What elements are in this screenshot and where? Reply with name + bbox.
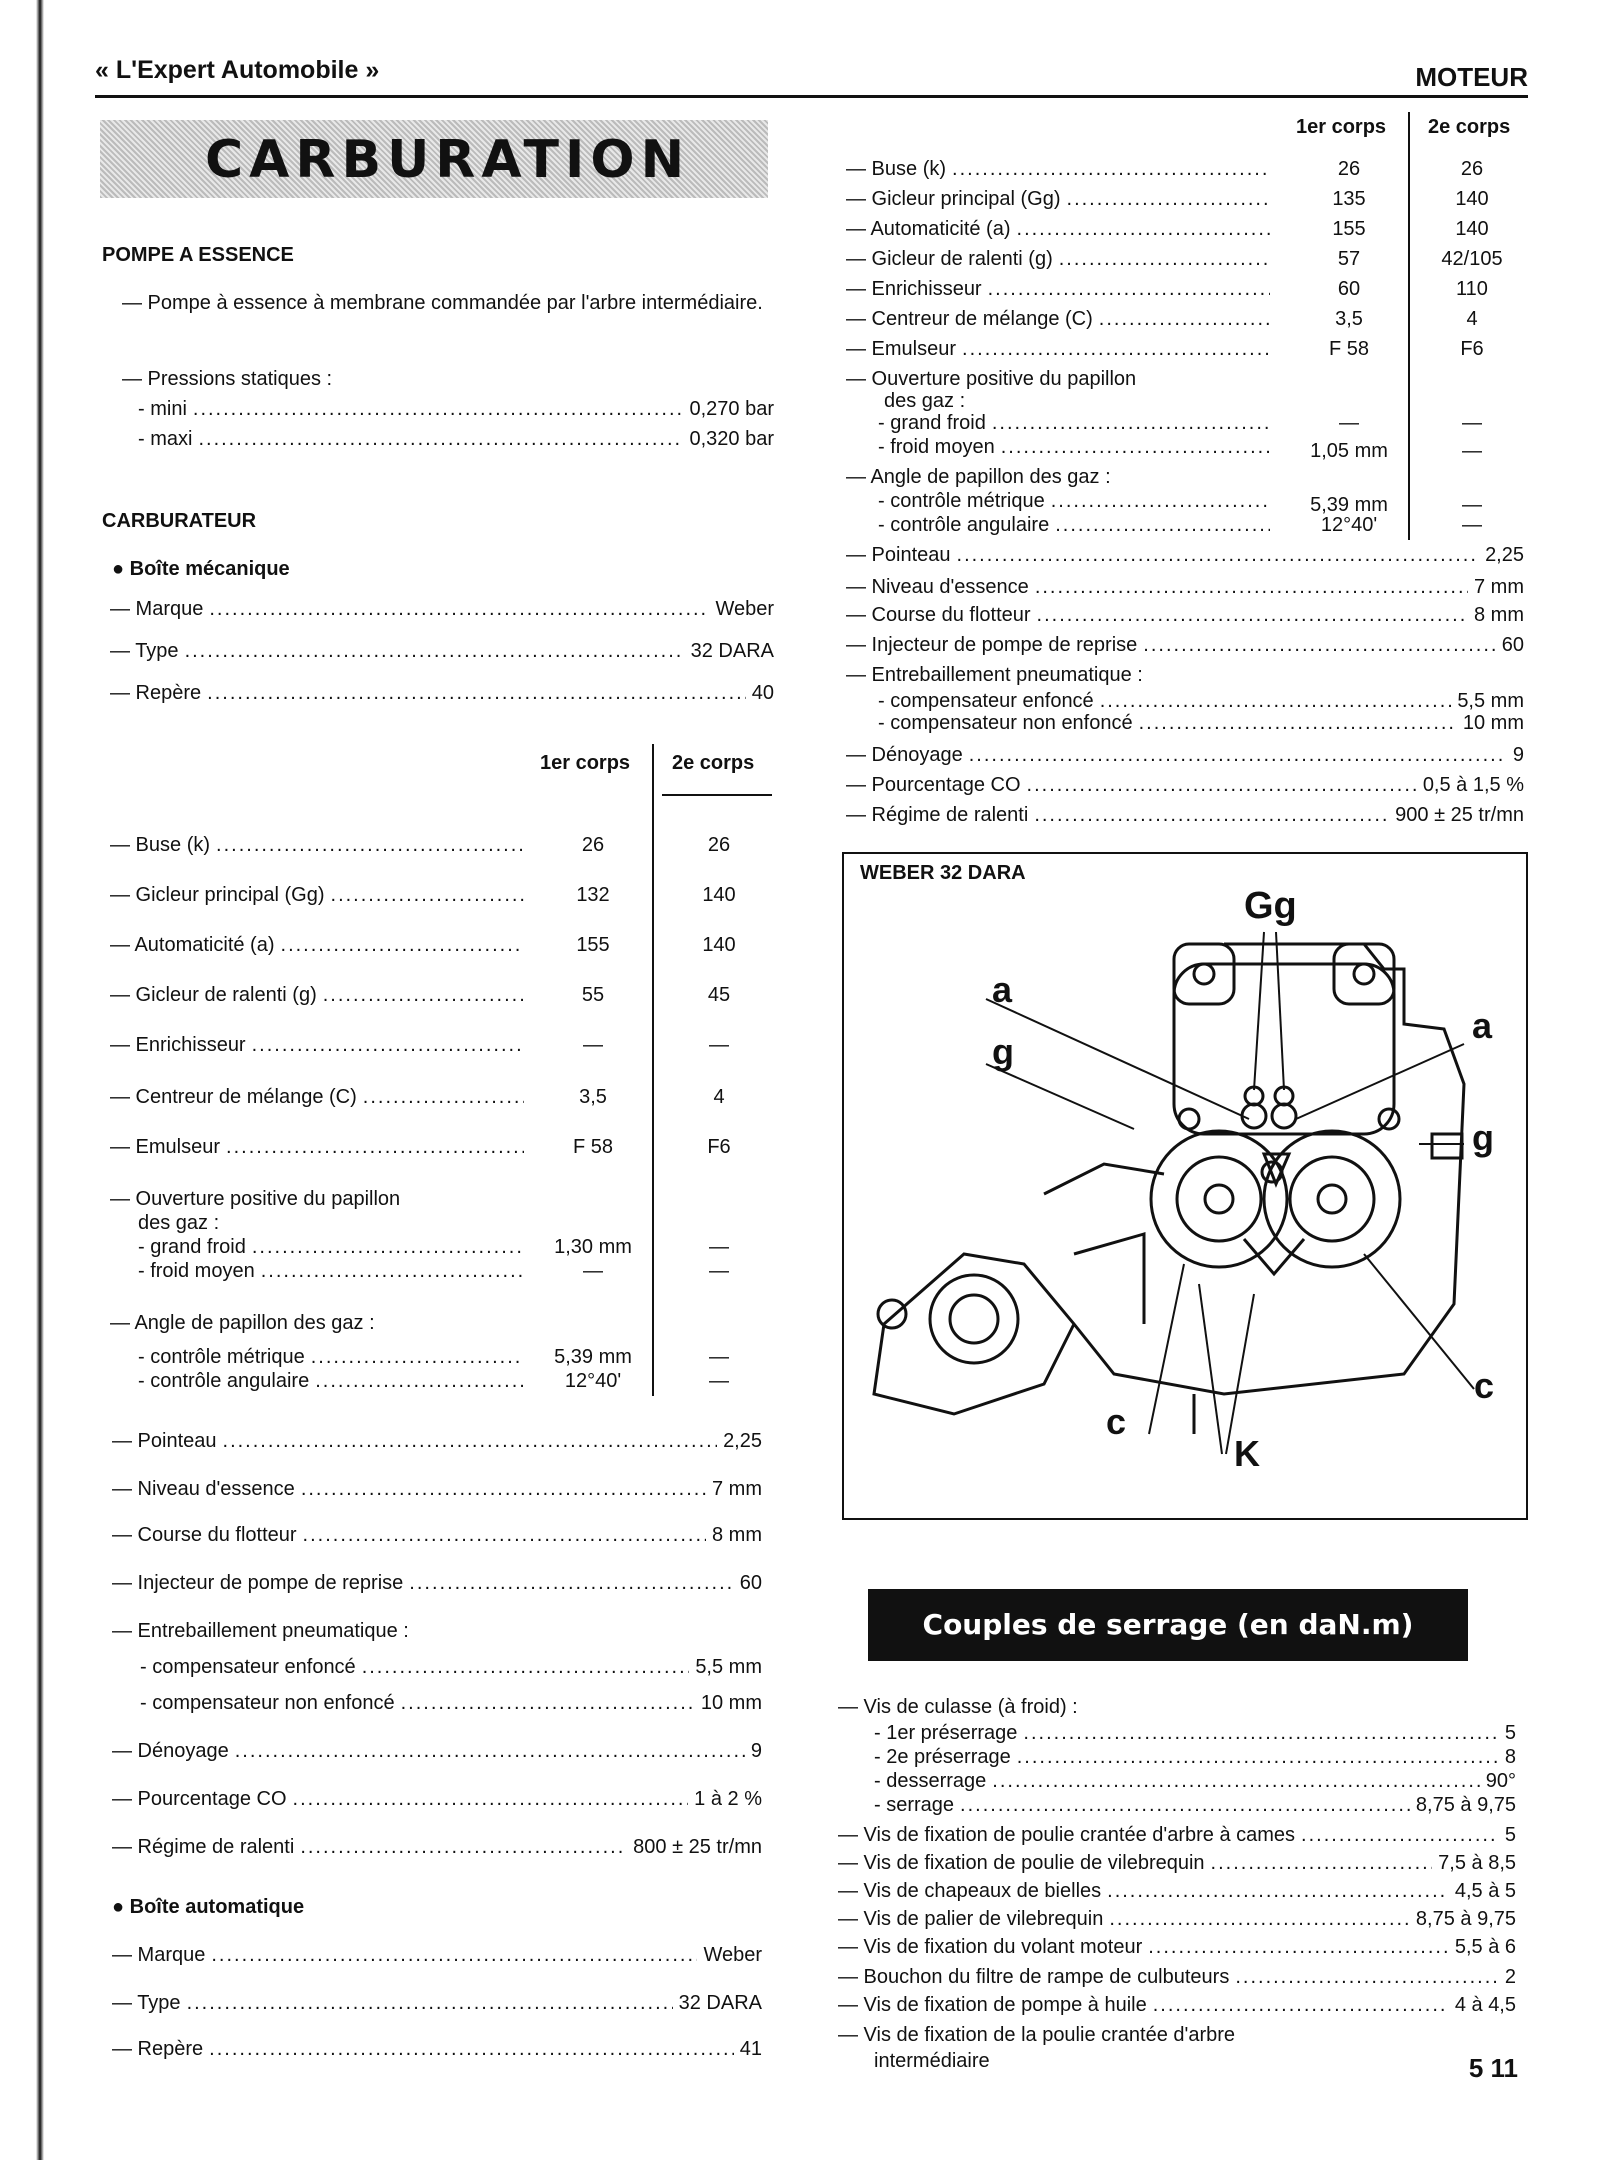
auto-row-0-label: — Marque	[112, 1944, 206, 1966]
left-row-2-v1: 155	[576, 934, 610, 956]
left-ouv-label: — Ouverture positive du papillon	[110, 1188, 401, 1210]
pompe-title: POMPE A ESSENCE	[102, 244, 294, 266]
right-row-4-v2: 110	[1456, 278, 1488, 300]
right-tail-6-value: 10 mm	[1462, 712, 1524, 734]
left-row-0-v1: 26	[581, 834, 605, 856]
right-ouv-label: — Ouverture positive du papillon	[846, 368, 1137, 390]
label-a-left: a	[992, 969, 1013, 1010]
left-angle-cm-v1: 5,39 mm	[554, 1346, 632, 1368]
couples-row-0: — Vis de culasse (à froid) :	[838, 1696, 1078, 1718]
left-angle-ca-v1: 12°40'	[564, 1370, 622, 1392]
right-tail-2-value: 8 mm	[1474, 604, 1524, 626]
right-ouv-gf	[878, 412, 1276, 435]
left-row-3	[110, 984, 530, 1007]
couples-row-11-label: — Vis de fixation de pompe à huile	[838, 1994, 1147, 2016]
couples-row-5-value: 5	[1504, 1824, 1516, 1846]
right-row-4	[846, 278, 1276, 301]
couples-row-5	[838, 1824, 1516, 1847]
right-row-2	[846, 218, 1276, 241]
left-tail-9-value: 800 ± 25 tr/mn	[633, 1836, 762, 1858]
left-ouv-gf-label: - grand froid	[138, 1236, 246, 1258]
label-g-left: g	[992, 1031, 1014, 1072]
label-K: K	[1234, 1433, 1260, 1474]
right-row-0	[846, 158, 1276, 181]
right-ouv-label2: des gaz :	[884, 390, 966, 412]
pression-maxi-row: - maxi ..... 0,320 bar	[138, 428, 774, 451]
right-tail-1-label: — Niveau d'essence	[846, 576, 1029, 598]
label-a-right: a	[1472, 1005, 1493, 1046]
left-tail-3-label: — Injecteur de pompe de reprise	[112, 1572, 404, 1594]
left-angle-ca-label: - contrôle angulaire	[138, 1370, 310, 1392]
left-col-divider	[652, 744, 654, 1396]
couples-row-2	[874, 1746, 1516, 1769]
right-tail-3-label: — Injecteur de pompe de reprise	[846, 634, 1138, 656]
left-row-4-v2: —	[709, 1034, 729, 1056]
right-tail-5-label: - compensateur enfoncé	[878, 690, 1094, 712]
right-row-2-v2: 140	[1455, 218, 1489, 240]
couples-row-7	[838, 1880, 1516, 1903]
label-Gg: Gg	[1244, 885, 1297, 927]
couples-row-11-value: 4 à 4,5	[1454, 1994, 1516, 2016]
right-angle-ca	[878, 514, 1276, 537]
right-row-6-v1: F 58	[1328, 338, 1370, 360]
right-tail-0-value: 2,25	[1485, 544, 1524, 566]
left-tail-2-label: — Course du flotteur	[112, 1524, 297, 1546]
left-angle-ca-v2: —	[709, 1370, 729, 1392]
left-tail-4: — Entrebaillement pneumatique :	[112, 1620, 409, 1642]
right-tail-8	[846, 774, 1524, 797]
left-tail-5-label: - compensateur enfoncé	[140, 1656, 356, 1678]
right-tail-0	[846, 544, 1524, 567]
section-title: MOTEUR	[1415, 62, 1528, 92]
couples-row-6-value: 7,5 à 8,5	[1438, 1852, 1516, 1874]
right-tail-7-label: — Dénoyage	[846, 744, 963, 766]
left-row-6	[110, 1136, 530, 1159]
left-col1-head: 1er corps	[540, 752, 631, 774]
right-row-1-v2: 140	[1455, 188, 1489, 210]
left-tail-5-value: 5,5 mm	[695, 1656, 762, 1678]
left-tail-6	[140, 1692, 762, 1715]
page-number: 5 11	[1468, 2053, 1518, 2083]
couples-row-4-value: 8,75 à 9,75	[1415, 1794, 1516, 1816]
couples-row-1-label: - 1er préserrage	[874, 1722, 1018, 1744]
right-col-divider	[1408, 112, 1410, 540]
couples-row-13	[874, 2050, 1516, 2073]
left-row-5-label: — Centreur de mélange (C)	[110, 1086, 357, 1108]
couples-row-11	[838, 1994, 1516, 2017]
boite-mecanique-title: ● Boîte mécanique	[112, 558, 290, 580]
right-tail-8-value: 0,5 à 1,5 %	[1422, 774, 1524, 796]
left-tail-7-value: 9	[750, 1740, 762, 1762]
right-row-5-v2: 4	[1466, 308, 1478, 330]
right-angle-cm	[878, 490, 1276, 513]
right-angle-ca-v1: 12°40'	[1320, 514, 1378, 536]
right-ouv-gf-label: - grand froid	[878, 412, 986, 434]
repere-row: — Repère ..... 40	[110, 682, 774, 705]
right-row-3-label: — Gicleur de ralenti (g)	[846, 248, 1053, 270]
left-angle-cm-v2: —	[709, 1346, 729, 1368]
right-tail-2-label: — Course du flotteur	[846, 604, 1031, 626]
left-angle-cm-label: - contrôle métrique	[138, 1346, 305, 1368]
auto-row-2-label: — Repère	[112, 2038, 204, 2060]
left-row-3-label: — Gicleur de ralenti (g)	[110, 984, 317, 1006]
left-row-2-label: — Automaticité (a)	[110, 934, 275, 956]
carburetor-figure	[842, 852, 1528, 1520]
right-row-5	[846, 308, 1276, 331]
couples-row-6-label: — Vis de fixation de poulie de vilebrequin	[838, 1852, 1205, 1874]
left-row-0	[110, 834, 530, 857]
left-tail-2-value: 8 mm	[712, 1524, 762, 1546]
couples-row-8-label: — Vis de palier de vilebrequin	[838, 1908, 1104, 1930]
right-row-0-v1: 26	[1337, 158, 1361, 180]
right-tail-2	[846, 604, 1524, 627]
auto-row-0-value: Weber	[703, 1944, 762, 1966]
right-angle-ca-v2: —	[1462, 514, 1482, 536]
couples-row-4-label: - serrage	[874, 1794, 955, 1816]
couples-row-9	[838, 1936, 1516, 1959]
right-row-3-v2: 42/105	[1441, 248, 1503, 270]
left-tail-9-label: — Régime de ralenti	[112, 1836, 295, 1858]
left-tail-7	[112, 1740, 762, 1763]
binder-edge	[0, 0, 52, 2160]
right-row-6-label: — Emulseur	[846, 338, 957, 360]
left-ouv-fm	[138, 1260, 530, 1283]
left-tail-0-value: 2,25	[723, 1430, 762, 1452]
left-tail-0	[112, 1430, 762, 1453]
right-angle-cm-v2: —	[1462, 494, 1482, 516]
couples-row-10	[838, 1966, 1516, 1989]
left-tail-8	[112, 1788, 762, 1811]
right-row-5-v1: 3,5	[1335, 308, 1363, 330]
left-ouv-label2: des gaz :	[138, 1212, 220, 1234]
auto-row-0	[112, 1944, 762, 1967]
left-ouv-gf-v2: —	[709, 1236, 729, 1258]
right-ouv-gf-v1: —	[1339, 412, 1359, 434]
right-tail-3-value: 60	[1501, 634, 1524, 656]
right-tail-6	[878, 712, 1524, 735]
couples-row-1-value: 5	[1504, 1722, 1516, 1744]
right-tail-6-label: - compensateur non enfoncé	[878, 712, 1133, 734]
right-tail-9-value: 900 ± 25 tr/mn	[1395, 804, 1524, 826]
left-row-3-v2: 45	[707, 984, 731, 1006]
left-row-1-label: — Gicleur principal (Gg)	[110, 884, 325, 906]
right-col2-head: 2e corps	[1428, 116, 1511, 138]
right-row-3-v1: 57	[1337, 248, 1361, 270]
boite-auto-title: ● Boîte automatique	[112, 1896, 305, 1918]
right-ouv-gf-v2: —	[1462, 412, 1482, 434]
label-c-left: c	[1106, 1401, 1127, 1442]
couples-row-7-value: 4,5 à 5	[1454, 1880, 1516, 1902]
couples-row-13-label: intermédiaire	[874, 2050, 990, 2072]
right-row-3	[846, 248, 1276, 271]
couples-row-12: — Vis de fixation de la poulie crantée d'arbre	[838, 2024, 1236, 2046]
couples-row-9-value: 5,5 à 6	[1454, 1936, 1516, 1958]
left-row-4	[110, 1034, 530, 1057]
couples-row-1	[874, 1722, 1516, 1745]
right-row-2-label: — Automaticité (a)	[846, 218, 1011, 240]
left-angle-ca	[138, 1370, 530, 1393]
left-row-6-label: — Emulseur	[110, 1136, 221, 1158]
carburateur-title: CARBURATEUR	[102, 510, 257, 532]
left-ouv-fm-v2: —	[709, 1260, 729, 1282]
carburetor-drawing	[844, 854, 1526, 1518]
right-tail-8-label: — Pourcentage CO	[846, 774, 1021, 796]
left-angle-cm	[138, 1346, 530, 1369]
couples-row-10-label: — Bouchon du filtre de rampe de culbuteurs	[838, 1966, 1230, 1988]
marque-row: — Marque ..... Weber	[110, 598, 774, 621]
publication-title: « L'Expert Automobile »	[95, 56, 380, 84]
couples-row-2-value: 8	[1504, 1746, 1516, 1768]
right-angle-cm-v1: 5,39 mm	[1310, 494, 1388, 516]
auto-row-1-label: — Type	[112, 1992, 181, 2014]
left-row-2	[110, 934, 530, 957]
right-row-5-label: — Centreur de mélange (C)	[846, 308, 1093, 330]
left-angle-label: — Angle de papillon des gaz :	[110, 1312, 375, 1334]
right-row-1	[846, 188, 1276, 211]
couples-row-3	[874, 1770, 1516, 1793]
left-row-0-v2: 26	[707, 834, 731, 856]
right-tail-5-value: 5,5 mm	[1457, 690, 1524, 712]
couples-row-8	[838, 1908, 1516, 1931]
left-row-2-v2: 140	[702, 934, 736, 956]
left-tail-7-label: — Dénoyage	[112, 1740, 229, 1762]
right-row-6-v2: F6	[1460, 338, 1484, 360]
pression-mini-row: - mini ..... 0,270 bar	[138, 398, 774, 421]
left-row-6-v1: F 58	[572, 1136, 614, 1158]
left-tail-2	[112, 1524, 762, 1547]
left-tail-1	[112, 1478, 762, 1501]
left-ouv-fm-v1: —	[583, 1260, 603, 1282]
type-row: — Type ..... 32 DARA	[110, 640, 774, 663]
couples-row-3-value: 90°	[1485, 1770, 1516, 1792]
couples-banner: Couples de serrage (en daN.m)	[868, 1589, 1468, 1661]
col2-underline	[662, 794, 772, 796]
left-row-4-label: — Enrichisseur	[110, 1034, 246, 1056]
right-row-4-v1: 60	[1337, 278, 1361, 300]
couples-row-6	[838, 1852, 1516, 1875]
right-ouv-fm-v2: —	[1462, 440, 1482, 462]
figure-title: WEBER 32 DARA	[860, 862, 1026, 884]
right-angle-ca-label: - contrôle angulaire	[878, 514, 1050, 536]
left-tail-1-value: 7 mm	[712, 1478, 762, 1500]
left-col2-head: 2e corps	[672, 752, 755, 774]
left-tail-9	[112, 1836, 762, 1859]
auto-row-1	[112, 1992, 762, 2015]
label-c-right: c	[1474, 1365, 1495, 1406]
right-tail-3	[846, 634, 1524, 657]
left-row-3-v1: 55	[581, 984, 605, 1006]
couples-row-9-label: — Vis de fixation du volant moteur	[838, 1936, 1143, 1958]
auto-row-2	[112, 2038, 762, 2061]
couples-row-10-value: 2	[1504, 1966, 1516, 1988]
left-tail-0-label: — Pointeau	[112, 1430, 217, 1452]
right-angle-cm-label: - contrôle métrique	[878, 490, 1045, 512]
right-row-4-label: — Enrichisseur	[846, 278, 982, 300]
auto-row-2-value: 41	[739, 2038, 762, 2060]
left-tail-8-value: 1 à 2 %	[694, 1788, 762, 1810]
right-row-2-v1: 155	[1332, 218, 1366, 240]
left-ouv-gf-v1: 1,30 mm	[554, 1236, 632, 1258]
left-ouv-fm-label: - froid moyen	[138, 1260, 255, 1282]
left-row-1-v2: 140	[702, 884, 736, 906]
pompe-desc: — Pompe à essence à membrane commandée par l'arbre intermédiaire.	[122, 292, 763, 314]
right-ouv-fm-v1: 1,05 mm	[1310, 440, 1388, 462]
right-row-0-label: — Buse (k)	[846, 158, 947, 180]
left-tail-1-label: — Niveau d'essence	[112, 1478, 295, 1500]
right-ouv-fm	[878, 436, 1276, 459]
right-tail-7	[846, 744, 1524, 767]
right-angle-label: — Angle de papillon des gaz :	[846, 466, 1111, 488]
right-tail-4: — Entrebaillement pneumatique :	[846, 664, 1143, 686]
couples-row-4	[874, 1794, 1516, 1817]
header-rule	[95, 95, 1528, 98]
left-row-0-label: — Buse (k)	[110, 834, 211, 856]
left-row-1	[110, 884, 530, 907]
right-tail-1	[846, 576, 1524, 599]
right-tail-9-label: — Régime de ralenti	[846, 804, 1029, 826]
banner-text: CARBURATION	[205, 130, 691, 190]
couples-row-3-label: - desserrage	[874, 1770, 987, 1792]
left-row-4-v1: —	[583, 1034, 603, 1056]
couples-row-5-label: — Vis de fixation de poulie crantée d'arbre à cames	[838, 1824, 1296, 1846]
left-tail-3-value: 60	[739, 1572, 762, 1594]
couples-row-8-value: 8,75 à 9,75	[1415, 1908, 1516, 1930]
left-tail-6-value: 10 mm	[700, 1692, 762, 1714]
carburation-banner	[100, 120, 768, 198]
right-row-0-v2: 26	[1460, 158, 1484, 180]
right-tail-1-value: 7 mm	[1474, 576, 1524, 598]
left-row-5-v2: 4	[713, 1086, 725, 1108]
left-row-6-v2: F6	[707, 1136, 731, 1158]
right-ouv-fm-label: - froid moyen	[878, 436, 995, 458]
left-tail-5	[140, 1656, 762, 1679]
left-tail-6-label: - compensateur non enfoncé	[140, 1692, 395, 1714]
left-row-5	[110, 1086, 530, 1109]
right-tail-0-label: — Pointeau	[846, 544, 951, 566]
right-row-1-v1: 135	[1332, 188, 1366, 210]
left-row-1-v1: 132	[576, 884, 610, 906]
left-tail-8-label: — Pourcentage CO	[112, 1788, 287, 1810]
auto-row-1-value: 32 DARA	[678, 1992, 762, 2014]
right-tail-5	[878, 690, 1524, 713]
right-row-6	[846, 338, 1276, 361]
left-tail-3	[112, 1572, 762, 1595]
right-col1-head: 1er corps	[1296, 116, 1387, 138]
right-tail-7-value: 9	[1512, 744, 1524, 766]
left-ouv-gf	[138, 1236, 530, 1259]
left-row-5-v1: 3,5	[579, 1086, 607, 1108]
couples-row-2-label: - 2e préserrage	[874, 1746, 1011, 1768]
label-g-right: g	[1472, 1117, 1494, 1158]
pressions-label: — Pressions statiques :	[122, 368, 333, 390]
right-row-1-label: — Gicleur principal (Gg)	[846, 188, 1061, 210]
right-tail-9	[846, 804, 1524, 827]
couples-row-7-label: — Vis de chapeaux de bielles	[838, 1880, 1102, 1902]
